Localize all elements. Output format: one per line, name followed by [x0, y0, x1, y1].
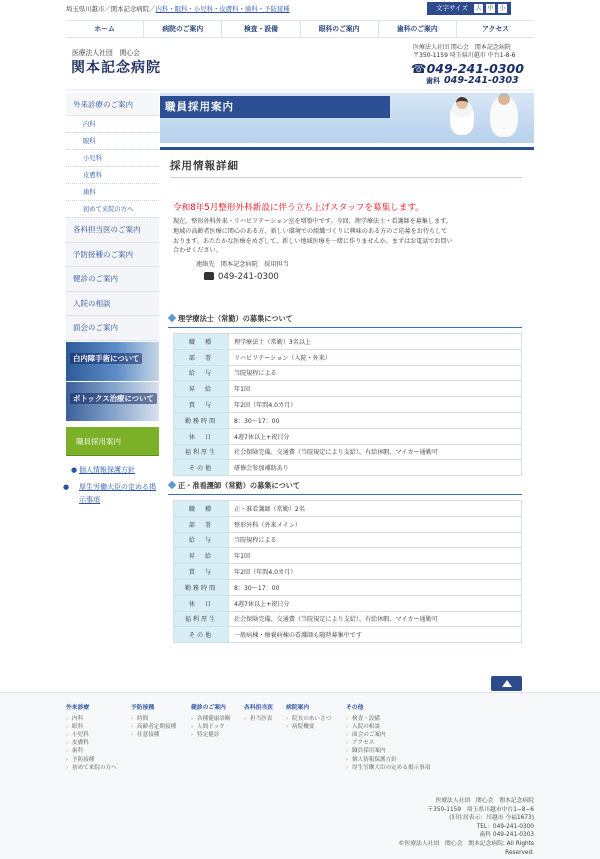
tel-dental-number: 049-241-0303	[444, 75, 519, 86]
job-pt-value: リハビリテーション（入院・外来）	[229, 349, 522, 365]
table-row	[174, 381, 522, 397]
footer-link[interactable]: › 予防接種	[66, 756, 117, 764]
footer-link[interactable]: › 個人情報保護方針	[346, 756, 430, 764]
sidebar-item-visiting[interactable]: 面会のご案内	[66, 316, 159, 341]
job-nurse-label: 勤務時間	[174, 579, 229, 595]
footer-heading[interactable]: 病院案内	[286, 705, 310, 711]
footer-col-other	[346, 704, 430, 772]
job-pt-label: 部 署	[174, 349, 229, 365]
table-row	[174, 460, 522, 476]
footer-col-outpatient	[66, 704, 117, 772]
nav-dental[interactable]: 歯科のご案内	[379, 21, 457, 37]
header-address	[413, 44, 515, 59]
footer-link[interactable]: › 職員採用案内	[346, 747, 430, 755]
job-nurse-value: 4週7休以上+祝日分	[229, 595, 522, 611]
footer-heading[interactable]: 予防接種	[131, 705, 155, 711]
table-row	[174, 334, 522, 350]
footer-link[interactable]: › 皮膚科	[66, 739, 117, 747]
footer-col-hospital	[286, 704, 331, 731]
table-row	[174, 501, 522, 517]
nav-hospital[interactable]: 病院のご案内	[144, 21, 222, 37]
sidebar-sub-internal[interactable]: 内科	[66, 116, 159, 133]
table-row	[174, 579, 522, 595]
footer-address-line: ©医療法人社団 関心会 関本記念病院. All Rights Reserved.	[398, 840, 534, 856]
job-nurse-value: 正・准看護師（常勤）2名	[229, 501, 522, 517]
job-pt-value: 年1回	[229, 381, 522, 397]
footer-heading[interactable]: 外来診療	[66, 705, 90, 711]
section-line-nurse	[168, 494, 522, 495]
dental-label: 歯科	[426, 77, 440, 85]
sidebar-sub-ophthalmology[interactable]: 眼科	[66, 133, 159, 150]
privacy-policy-label: 個人情報保護方針	[79, 465, 135, 474]
job-nurse-value: 社会保険完備、交通費（当院規定により支給）、有給休暇、マイカー通勤可	[229, 611, 522, 627]
header-tel-main	[411, 61, 524, 76]
footer-link[interactable]: › 検査・設備	[346, 715, 430, 723]
footer-address-line: (旧住居表示：川越市 今福1673)	[449, 815, 534, 822]
section-title-nurse-text: 正・准看護師（常勤）の募集について	[178, 481, 301, 490]
breadcrumb	[66, 4, 290, 13]
privacy-policy-link[interactable]	[66, 464, 159, 477]
footer-address-line: TEL：049-241-0300	[476, 823, 534, 830]
table-row	[174, 365, 522, 381]
job-nurse-value: 年2回（年間4.0カ月）	[229, 564, 522, 580]
footer-link[interactable]: › 入院の相談	[346, 723, 430, 731]
font-size-medium-button[interactable]: 中	[487, 5, 494, 12]
diamond-icon	[168, 481, 176, 489]
font-size-small-button[interactable]: 小	[499, 5, 506, 12]
breadcrumb-links[interactable]: 内科・眼科・小児科・皮膚科・歯科・予防接種	[155, 5, 290, 13]
table-row	[174, 595, 522, 611]
page-title: 採用情報詳細	[170, 160, 239, 172]
footer-heading[interactable]: 各科担当医	[244, 705, 273, 711]
header-tel-dental	[426, 75, 519, 86]
table-row	[174, 412, 522, 428]
main-banner	[160, 93, 534, 143]
footer-link[interactable]: › 時間	[131, 715, 176, 723]
footer-link[interactable]: › 面会のご案内	[346, 731, 430, 739]
footer-address-line: 医療法人社団 関心会 関本記念病院	[435, 798, 534, 804]
job-nurse-value: 一般病棟・療養病棟の看護師も随時募集中です	[229, 627, 522, 643]
main-content	[160, 93, 534, 640]
bullet-icon: ●	[71, 465, 78, 474]
footer-link[interactable]: › 任意接種	[131, 731, 176, 739]
logo-hospital-name[interactable]: 関本記念病院	[71, 60, 161, 76]
job-nurse-label: 休 日	[174, 595, 229, 611]
footer-link[interactable]: › 担当医表	[244, 715, 273, 723]
header-info-line1: 医療法人社団 関心会 関本記念病院	[413, 44, 511, 51]
footer-link[interactable]: › 小児科	[66, 731, 117, 739]
botox-banner[interactable]	[66, 382, 159, 421]
font-size-label: 文字サイズ	[436, 4, 468, 12]
banner-title: 職員採用案内	[160, 96, 390, 118]
footer-address-line: 歯科 049-241-0303	[479, 832, 534, 839]
sidebar-outpatient[interactable]: 外来診療のご案内	[66, 93, 159, 116]
table-row	[174, 444, 522, 460]
botox-banner-label: ボトックス治療について	[70, 393, 157, 404]
footer-address-line: 〒350-1159 埼玉県川越市中台1−8−6	[427, 806, 534, 813]
sidebar-item-doctors[interactable]: 各科担当医のご案内	[66, 218, 159, 243]
footer-col-doctors	[244, 704, 273, 723]
footer-heading[interactable]: その他	[346, 705, 364, 711]
contact-label: 連絡先 関本記念病院 採用担当	[196, 261, 289, 269]
section-line-pt	[168, 327, 522, 328]
table-row	[174, 548, 522, 564]
recruit-headline: 令和8年5月整形外科新設に伴う立ち上げスタッフを募集します。	[173, 203, 424, 213]
job-pt-value: 4週7休以上+祝日分	[229, 428, 522, 444]
bullet-icon: ●	[63, 482, 70, 491]
table-row	[174, 349, 522, 365]
sidebar	[63, 93, 159, 507]
nav-ophthalmology[interactable]: 眼科のご案内	[301, 21, 379, 37]
section-title-pt-text: 理学療法士（常勤）の募集について	[178, 314, 293, 323]
job-nurse-value: 8：30〜17：00	[229, 579, 522, 595]
global-nav	[66, 20, 534, 38]
phone-icon	[204, 272, 214, 280]
table-row	[174, 564, 522, 580]
nav-home[interactable]: ホーム	[66, 21, 144, 37]
diamond-icon	[168, 314, 176, 322]
job-nurse-value: 年1回	[229, 548, 522, 564]
job-pt-value: 研修会参加補助あり	[229, 460, 522, 476]
nav-access[interactable]: アクセス	[481, 25, 509, 33]
job-nurse-label: 部 署	[174, 516, 229, 532]
banner-underline	[160, 147, 534, 150]
recruit-intro: 現在、整形外科外来・リハビリテーション室を増築中です。今回、理学療法士・看護師を募集します。地域の高齢者医療に関心のある方、新しい環境での組織づくりに興味のある方のご応募をお待ちしております。あたたかな医療をめざして、新しい地域医療を一緒に作りませんか。まずはお電話でお問い合わせください。	[173, 218, 453, 255]
breadcrumb-prefix: 埼玉県川越市／関本記念病院／	[66, 5, 156, 13]
sidebar-item-admission[interactable]: 入院の相談	[66, 292, 159, 317]
nurse-illustration	[450, 99, 474, 135]
job-nurse-label: その他	[174, 627, 229, 643]
section-title-nurse	[169, 481, 300, 491]
job-nurse-label: 福利厚生	[174, 611, 229, 627]
footer-link[interactable]: › 各種健康診断	[191, 715, 231, 723]
job-pt-value: 8：30〜17：00	[229, 412, 522, 428]
job-nurse-label: 給 与	[174, 532, 229, 548]
header-info-line2: 〒350-1159 埼玉県川越市 中台1-8-6	[413, 51, 516, 59]
footer-col-vaccination	[131, 704, 176, 739]
job-pt-label: 職 種	[174, 334, 229, 350]
job-table-pt	[173, 333, 522, 476]
job-pt-label: 賞 与	[174, 397, 229, 413]
job-pt-value: 社会保険完備、交通費（当院規定により支給）、有給休暇、マイカー通勤可	[229, 444, 522, 460]
footer-col-checkup	[191, 704, 231, 739]
sidebar-sub-dermatology[interactable]: 皮膚科	[66, 167, 159, 184]
footer-link[interactable]: › 内科	[66, 715, 117, 723]
cataract-banner-label: 白内障手術について	[70, 353, 142, 364]
job-pt-label: その他	[174, 460, 229, 476]
title-divider	[170, 177, 522, 178]
footer-link[interactable]: › アクセス	[346, 739, 430, 747]
logo-corp: 医療法人社団 関心会	[72, 49, 140, 57]
job-pt-label: 給 与	[174, 365, 229, 381]
table-row	[174, 627, 522, 643]
footer-link[interactable]: › 病院概要	[286, 723, 331, 731]
contact-tel-number: 049-241-0300	[218, 272, 279, 283]
tel-main-number: 049-241-0300	[426, 61, 524, 76]
cataract-banner[interactable]	[66, 342, 159, 381]
page-top-button[interactable]	[491, 676, 522, 691]
ministry-notice-link[interactable]	[63, 481, 156, 507]
sidebar-sub-first-visit[interactable]: 初めて来院の方へ	[66, 201, 159, 218]
footer-link[interactable]: › 人間ドック	[191, 723, 231, 731]
job-nurse-value: 整形外科（外来メイン）	[229, 516, 522, 532]
section-title-pt	[169, 314, 293, 324]
job-pt-label: 休 日	[174, 428, 229, 444]
job-pt-label: 福利厚生	[174, 444, 229, 460]
doctor-illustration	[490, 95, 518, 137]
footer-link[interactable]: › 初めて来院の方へ	[66, 764, 117, 772]
job-pt-value: 理学療法士（常勤）3名以上	[229, 334, 522, 350]
job-nurse-label: 職 種	[174, 501, 229, 517]
header-divider	[66, 89, 534, 91]
footer-link[interactable]: › 眼科	[66, 723, 117, 731]
font-size-switcher	[427, 2, 511, 15]
sidebar-sub-dental[interactable]: 歯科	[66, 184, 159, 201]
footer-link[interactable]: › 院長のあいさつ	[286, 715, 331, 723]
sidebar-sub-pediatrics[interactable]: 小児科	[66, 150, 159, 167]
footer-link[interactable]: › 厚生労働大臣の定める掲示事項	[346, 764, 430, 772]
contact-tel	[204, 272, 534, 282]
ministry-notice-label: 厚生労働大臣の定める掲示事項	[79, 482, 156, 504]
table-row	[174, 428, 522, 444]
job-pt-value: 年2回（年間4.0カ月）	[229, 397, 522, 413]
footer-address	[380, 797, 534, 857]
job-pt-label: 勤務時間	[174, 412, 229, 428]
top-bar	[0, 0, 600, 17]
table-row	[174, 516, 522, 532]
job-table-nurse	[173, 500, 522, 643]
nav-tests[interactable]: 検査・設備	[222, 21, 300, 37]
footer-link[interactable]: › 特定健診	[191, 731, 231, 739]
sidebar-item-vaccination[interactable]: 予防接種のご案内	[66, 243, 159, 268]
table-row	[174, 611, 522, 627]
font-size-large-button[interactable]: 大	[475, 5, 482, 12]
job-nurse-label: 昇 給	[174, 548, 229, 564]
table-row	[174, 397, 522, 413]
sidebar-recruit-tab[interactable]: 職員採用案内	[66, 427, 159, 456]
footer-link[interactable]: › 高齢者定期接種	[131, 723, 176, 731]
sidebar-item-checkup[interactable]: 健診のご案内	[66, 267, 159, 292]
job-nurse-value: 当院規程による	[229, 532, 522, 548]
table-row	[174, 532, 522, 548]
job-pt-label: 昇 給	[174, 381, 229, 397]
phone-icon: ☎	[411, 61, 427, 76]
job-pt-value: 当院規程による	[229, 365, 522, 381]
job-nurse-label: 賞 与	[174, 564, 229, 580]
footer-link[interactable]: › 歯科	[66, 747, 117, 755]
footer-heading[interactable]: 健診のご案内	[191, 705, 226, 711]
